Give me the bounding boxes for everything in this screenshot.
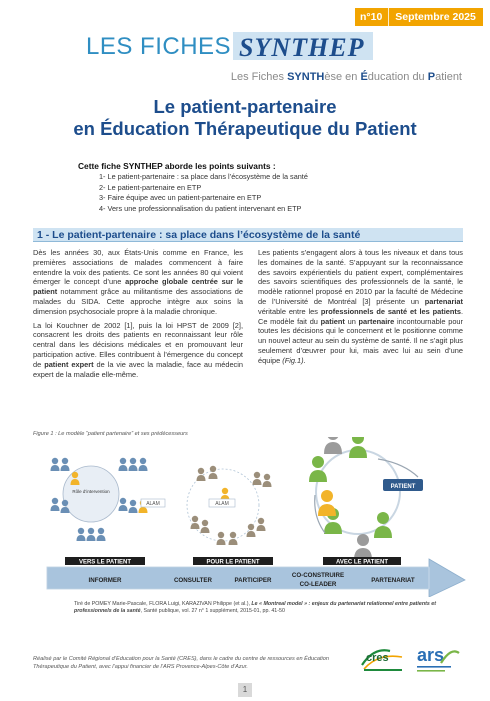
step-label: CO-CONSTRUIRE [291, 572, 345, 579]
section-1-title: 1 - Le patient-partenaire : sa place dans l’écosystème de la santé [37, 229, 361, 241]
paragraph: La loi Kouchner de 2002 [1], puis la loi HPST de 2009 [2], consacrent les droits des patients en reconnaissant leur rôle central dans les décisions médicales et en promouvant leur participation active. Elles contribuent à l’émergence du concept de patient expert de la vie avec la maladie, face au médecin expert de la maladie elle-même. [33, 320, 244, 379]
cres-logo-text: cres [366, 652, 389, 664]
title-line-2: en Éducation Thérapeutique du Patient [73, 118, 417, 139]
issue-date: Septembre 2025 [395, 11, 476, 23]
left-cluster-diagram [51, 458, 166, 541]
figure-caption: Figure 1 : Le modèle “patient partenaire” et ses prédécesseurs [33, 431, 188, 437]
list-item: 1- Le patient-partenaire : sa place dans l’écosystème de la santé [99, 172, 308, 181]
page-title [0, 96, 490, 140]
stage-labels [65, 557, 401, 566]
list-item: 2- Le patient-partenaire en ETP [99, 182, 202, 192]
step-label: PARTENARIAT [371, 577, 415, 584]
list-item: 4- Vers une professionnalisation du patient intervenant en ETP [99, 203, 302, 213]
left-cluster-label: Rôle d’intervention [72, 489, 110, 494]
list-item: 3- Faire équipe avec un patient-partenaire en ETP [99, 193, 262, 202]
footer-credits: Réalisé par le Comité Régional d’Education pour la Santé (CRES), dans le cadre du centre de ressources en Éducation Thérapeutique du Patient, avec l’appui financier de l’ARS Provence-Alpes-Côte d’Azur. [33, 656, 330, 670]
paragraph: Dès les années 30, aux États-Unis comme en France, les premières associations de malades commencent à faire entendre la voix des patients. Ce sont les années 80 qui voient émerger le concept d’une approche globale centrée sur le patient notamment grâce au militantisme des associations de malades du SIDA. Cette approche intègre aux soins la dimension psychosociale propre à la maladie chronique. [33, 248, 243, 316]
right-cluster-diagram [309, 437, 423, 560]
text-column-right [258, 248, 463, 370]
page-number: 1 [238, 683, 252, 697]
step-label: CO-LEADER [299, 581, 337, 588]
ars-logo [415, 643, 463, 677]
text-column-left [33, 248, 243, 383]
middle-node-label: ALAM [215, 501, 229, 507]
patient-partner-model-figure [33, 437, 470, 597]
issue-number: n°10 [355, 8, 389, 26]
intro-heading: Cette fiche SYNTHEP aborde les points suivants : [78, 161, 276, 171]
left-node-label: ALAM [146, 501, 160, 507]
ars-logo-text: ars [417, 645, 445, 665]
brand-synthep: SYNTHEP [239, 33, 365, 62]
stage-label: VERS LE PATIENT [78, 559, 132, 566]
cres-logo [360, 643, 406, 673]
figure-source: Tiré de POMEY Marie-Pascale, FLORA Luigi, KARAZIVAN Philippe (et al.), Le « Montreal model » : enjeux du partenariat relationnel entre patients et professionnels de la santé, Santé publique, vol. 27 n° 1 supplément, 2015-01, pp. 41-50 [74, 601, 436, 615]
step-label: CONSULTER [173, 577, 213, 584]
tagline: Les Fiches SYNTHèse en Éducation du Patient [230, 71, 462, 83]
right-node-label: PATIENT [390, 484, 416, 490]
middle-cluster-diagram [187, 466, 272, 545]
issue-badge [355, 8, 483, 26]
stage-label: POUR LE PATIENT [206, 559, 260, 566]
intro-list [99, 172, 308, 214]
step-label: INFORMER [88, 577, 122, 584]
stage-label: AVEC LE PATIENT [335, 559, 389, 566]
paragraph: Les patients s’engagent alors à tous les niveaux et dans tous les domaines de la santé. S’appuyant sur la reconnaissance des savoirs expérientiels du patient expert, complémentaires des savoirs scientifiques des professionnels de la santé, le modèle rationnel proposé en 2010 par la faculté de Médecine de l’Université de Montréal [3] présente un partenariat véritable entre les professionnels de santé et les patients. Ce modèle fait du patient un partenaire incontournable pour toutes les décisions qui le concernent et le positionne comme un nouvel acteur au sein du système de santé. Il ne s’agit plus seulement d’œuvrer pour lui, mais avec lui au sein d’une équipe (Fig.1). [258, 248, 464, 365]
step-label: PARTICIPER [234, 577, 272, 584]
brand-les-fiches: LES FICHES [86, 33, 232, 60]
title-line-1: Le patient-partenaire [153, 96, 337, 117]
